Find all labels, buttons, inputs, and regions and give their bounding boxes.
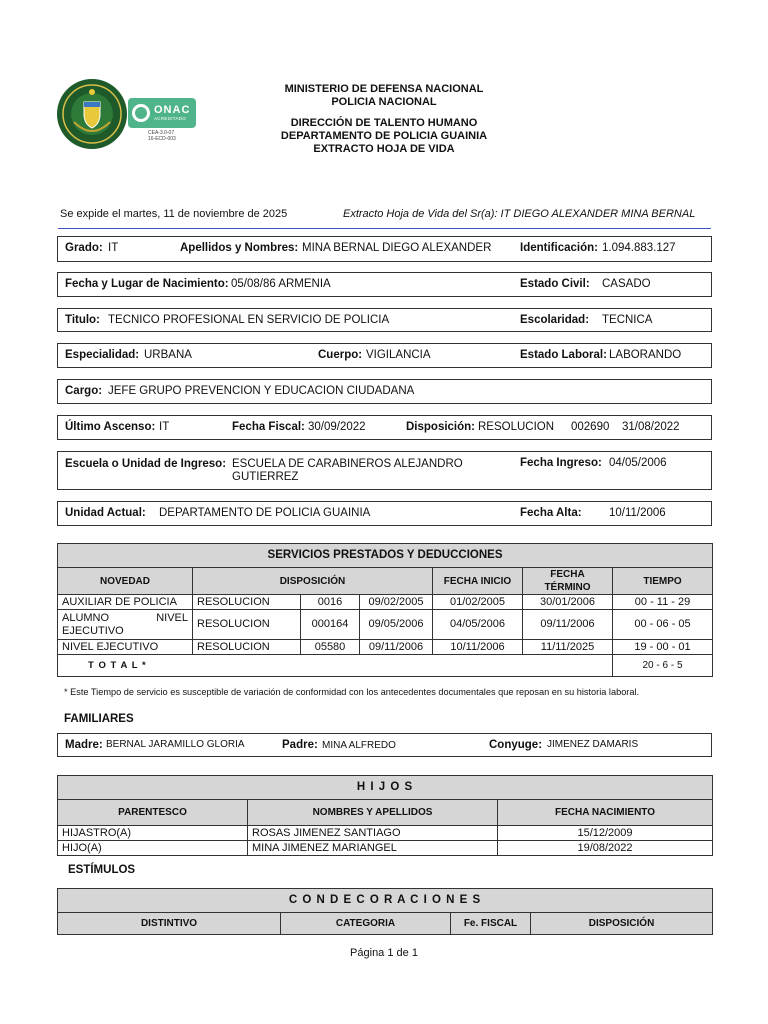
inicio-cell: 01/02/2005 (433, 595, 523, 610)
tiempo-cell: 19 - 00 - 01 (613, 640, 713, 655)
onac-sub: ACREDITADO (154, 116, 187, 121)
alta-value: 10/11/2006 (609, 507, 666, 519)
header-line: POLICIA NACIONAL (331, 96, 437, 108)
padre-value: MINA ALFREDO (322, 740, 396, 751)
page-number: Página 1 de 1 (350, 947, 418, 959)
table-row (58, 610, 713, 640)
col-header-termino: FECHA TÉRMINO (523, 568, 613, 595)
row-unidad (57, 501, 712, 526)
ident-label: Identificación: (520, 242, 598, 254)
onac-code-2: 16-ECD-003 (148, 136, 176, 142)
condecoraciones-table (57, 888, 713, 935)
header-ministry (230, 83, 538, 109)
laboral-label: Estado Laboral: (520, 349, 607, 361)
civil-value: CASADO (602, 278, 651, 290)
header-line: MINISTERIO DE DEFENSA NACIONAL (284, 83, 484, 95)
table-row (58, 841, 713, 856)
service-note: * Este Tiempo de servicio es susceptible de variación de conformidad con los antecedentes documentales que reposan en su historia laboral. (64, 687, 640, 697)
especialidad-value: URBANA (144, 349, 192, 361)
row-grado (57, 236, 712, 262)
disposicion-value: RESOLUCION (478, 421, 555, 433)
header-line: DIRECCIÓN DE TALENTO HUMANO (290, 117, 478, 129)
onac-badge (128, 98, 196, 128)
onac-name: ONAC (154, 104, 191, 116)
inicio-cell: 04/05/2006 (433, 610, 523, 640)
cargo-label: Cargo: (65, 385, 103, 397)
row-familiares (57, 733, 712, 757)
hijos-title: H I J O S (58, 776, 713, 800)
col-header-fecha-nac: FECHA NACIMIENTO (498, 800, 713, 826)
estimulos-title: ESTÍMULOS (68, 864, 136, 876)
parentesco-cell: HIJASTRO(A) (58, 826, 248, 841)
disposicion-label: Disposición: (406, 421, 476, 433)
servicios-title: SERVICIOS PRESTADOS Y DEDUCCIONES (58, 544, 713, 568)
escolaridad-value: TECNICA (602, 314, 653, 326)
col-header-categoria: CATEGORIA (281, 913, 451, 935)
hijos-table (57, 775, 713, 856)
tiempo-cell: 00 - 06 - 05 (613, 610, 713, 640)
padre-label: Padre: (282, 739, 318, 751)
table-row (58, 595, 713, 610)
nacimiento-label: Fecha y Lugar de Nacimiento: (65, 278, 229, 290)
onac-logo (128, 98, 198, 146)
madre-label: Madre: (65, 739, 103, 751)
inicio-cell: 10/11/2006 (433, 640, 523, 655)
disposicion-number: 002690 (571, 421, 610, 433)
fecha-cell: 09/05/2006 (360, 610, 433, 640)
grado-label: Grado: (65, 242, 103, 254)
tipo-cell: RESOLUCION (193, 610, 301, 640)
nacimiento-value: 05/08/86 ARMENIA (231, 278, 331, 290)
cargo-value: JEFE GRUPO PREVENCION Y EDUCACION CIUDADANA (108, 385, 415, 397)
header-line: DEPARTAMENTO DE POLICIA GUAINIA (280, 130, 488, 142)
alta-label: Fecha Alta: (520, 507, 582, 519)
familiares-title: FAMILIARES (64, 713, 134, 725)
numero-cell: 000164 (301, 610, 360, 640)
titulo-value: TECNICO PROFESIONAL EN SERVICIO DE POLICIA (108, 314, 390, 326)
escuela-value-line2: GUTIERREZ (232, 471, 299, 483)
termino-cell: 30/01/2006 (523, 595, 613, 610)
row-nacimiento (57, 272, 712, 297)
extract-subject: Extracto Hoja de Vida del Sr(a): IT DIEGO ALEXANDER MINA BERNAL (343, 208, 696, 220)
escolaridad-label: Escolaridad: (520, 314, 590, 326)
police-seal-logo (56, 78, 128, 150)
escuela-value-line1: ESCUELA DE CARABINEROS ALEJANDRO (232, 458, 463, 470)
col-header-fe-fiscal: Fe. FISCAL (451, 913, 531, 935)
row-ascenso (57, 415, 712, 440)
ingreso-value: 04/05/2006 (609, 457, 667, 469)
numero-cell: 05580 (301, 640, 360, 655)
servicios-table (57, 543, 713, 677)
tiempo-cell: 00 - 11 - 29 (613, 595, 713, 610)
apellidos-label: Apellidos y Nombres: (180, 242, 299, 254)
total-value: 20 - 6 - 5 (613, 655, 713, 677)
tipo-cell: RESOLUCION (193, 640, 301, 655)
col-header-tiempo: TIEMPO (613, 568, 713, 595)
fecha-cell: 09/11/2006 (360, 640, 433, 655)
fecha-nac-cell: 19/08/2022 (498, 841, 713, 856)
ingreso-label: Fecha Ingreso: (520, 457, 602, 469)
col-header-novedad: NOVEDAD (58, 568, 193, 595)
titulo-label: Titulo: (65, 314, 100, 326)
onac-ring-icon (132, 104, 150, 122)
escuela-label: Escuela o Unidad de Ingreso: (65, 458, 227, 470)
nombre-cell: MINA JIMENEZ MARIANGEL (248, 841, 498, 856)
row-cargo (57, 379, 712, 404)
civil-label: Estado Civil: (520, 278, 590, 290)
col-header-nombres: NOMBRES Y APELLIDOS (248, 800, 498, 826)
row-escuela (57, 451, 712, 490)
disposicion-date: 31/08/2022 (622, 421, 680, 433)
fiscal-label: Fecha Fiscal: (232, 421, 305, 433)
condecoraciones-title: C O N D E C O R A C I O N E S (58, 889, 713, 913)
conyuge-value: JIMENEZ DAMARIS (547, 739, 639, 750)
ident-value: 1.094.883.127 (602, 242, 676, 254)
parentesco-cell: HIJO(A) (58, 841, 248, 856)
row-especialidad (57, 343, 712, 368)
total-row (58, 655, 713, 677)
novedad-cell: NIVEL EJECUTIVO (58, 640, 193, 655)
laboral-value: LABORANDO (609, 349, 682, 361)
especialidad-label: Especialidad: (65, 349, 140, 361)
novedad-cell: ALUMNO NIVEL EJECUTIVO (58, 610, 193, 640)
col-header-distintivo: DISTINTIVO (58, 913, 281, 935)
cuerpo-label: Cuerpo: (318, 349, 363, 361)
table-row (58, 640, 713, 655)
header-divider (58, 228, 711, 229)
row-titulo (57, 308, 712, 332)
cuerpo-value: VIGILANCIA (366, 349, 431, 361)
novedad-cell: AUXILIAR DE POLICIA (58, 595, 193, 610)
issue-date: Se expide el martes, 11 de noviembre de 2025 (60, 208, 288, 220)
col-header-disposicion: DISPOSICIÓN (193, 568, 433, 595)
tipo-cell: RESOLUCION (193, 595, 301, 610)
unidad-value: DEPARTAMENTO DE POLICIA GUAINIA (159, 507, 371, 519)
fecha-nac-cell: 15/12/2009 (498, 826, 713, 841)
document-title: EXTRACTO HOJA DE VIDA (313, 143, 455, 155)
table-row (58, 826, 713, 841)
madre-value: BERNAL JARAMILLO GLORIA (106, 739, 245, 750)
nombre-cell: ROSAS JIMENEZ SANTIAGO (248, 826, 498, 841)
col-header-inicio: FECHA INICIO (433, 568, 523, 595)
total-label: T O T A L * (58, 655, 613, 677)
onac-code-1: CEA-3.0-07 (148, 130, 175, 136)
ascenso-label: Último Ascenso: (65, 421, 156, 433)
unidad-label: Unidad Actual: (65, 507, 146, 519)
termino-cell: 09/11/2006 (523, 610, 613, 640)
header-direction (230, 117, 538, 156)
ascenso-value: IT (159, 421, 170, 433)
grado-value: IT (108, 242, 119, 254)
col-header-disposicion: DISPOSICIÓN (531, 913, 713, 935)
termino-cell: 11/11/2025 (523, 640, 613, 655)
apellidos-value: MINA BERNAL DIEGO ALEXANDER (302, 242, 492, 254)
fecha-cell: 09/02/2005 (360, 595, 433, 610)
numero-cell: 0016 (301, 595, 360, 610)
conyuge-label: Conyuge: (489, 739, 543, 751)
fiscal-value: 30/09/2022 (308, 421, 366, 433)
col-header-parentesco: PARENTESCO (58, 800, 248, 826)
